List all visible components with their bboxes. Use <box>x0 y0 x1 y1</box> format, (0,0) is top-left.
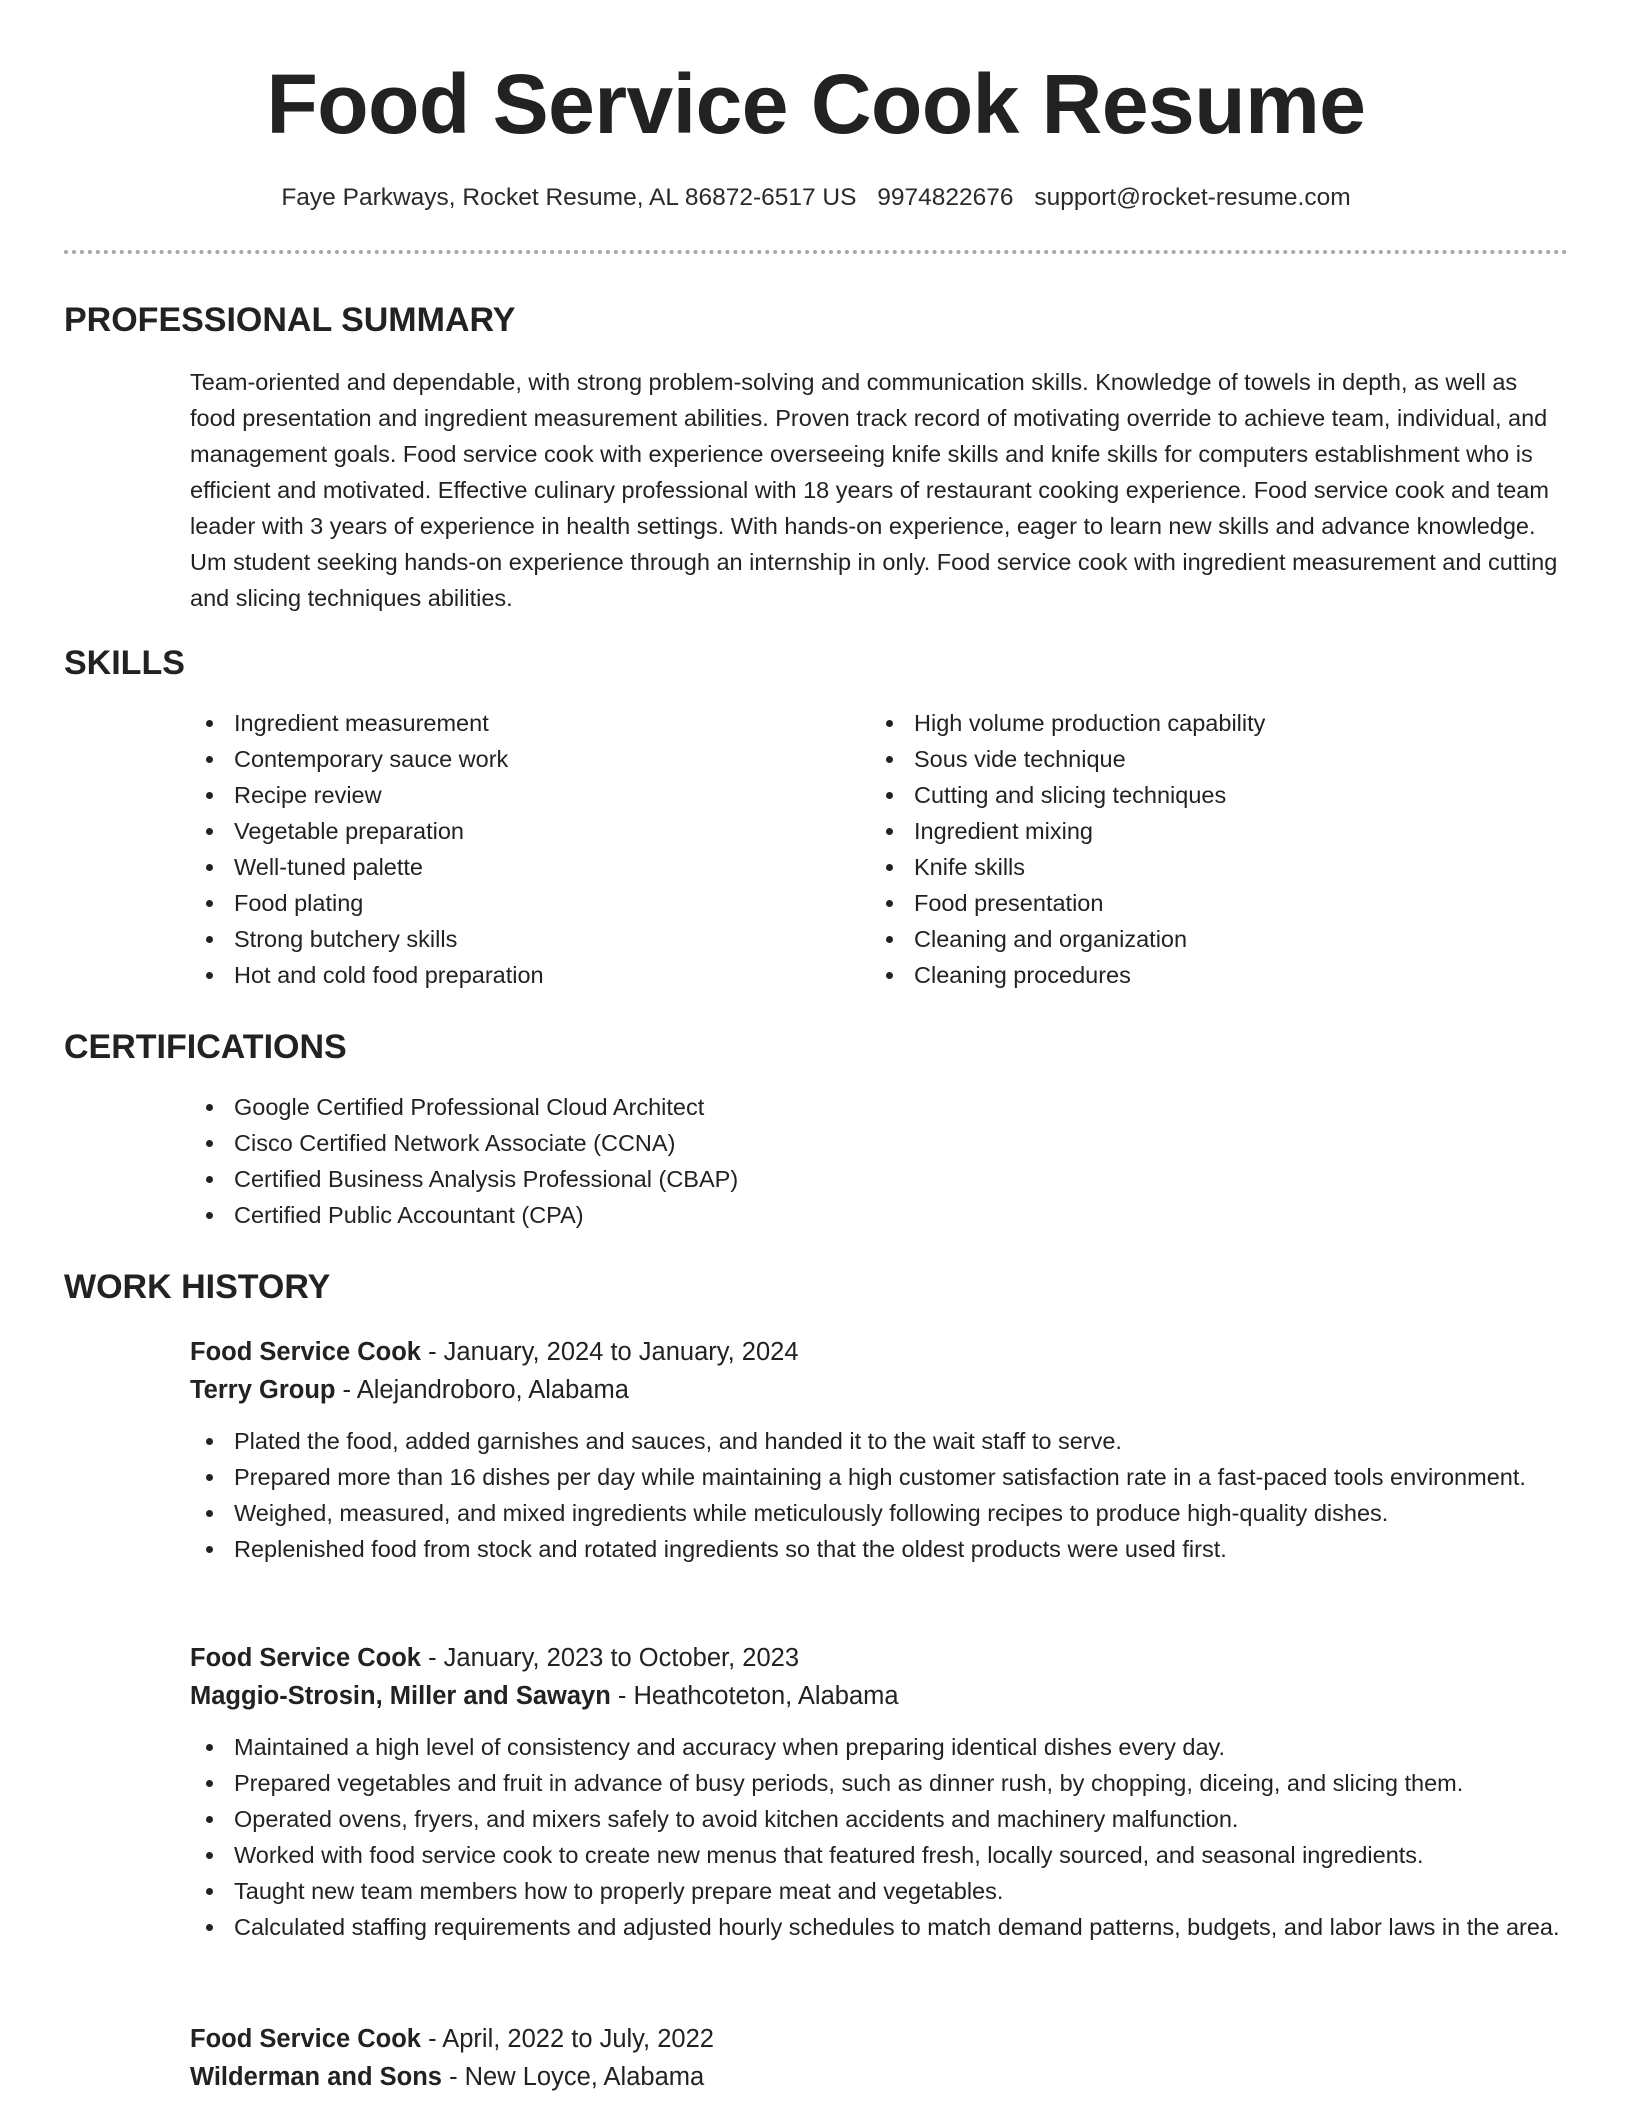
contact-line <box>64 182 1568 214</box>
job-company: Maggio-Strosin, Miller and Sawayn <box>190 1682 611 1710</box>
job-location: - New Loyce, Alabama <box>441 2063 705 2091</box>
certification-item: Google Certified Professional Cloud Architect <box>190 1089 1568 1125</box>
job-company: Terry Group <box>190 1376 336 1404</box>
contact-address: Faye Parkways, Rocket Resume, AL 86872-6517 US <box>281 184 857 211</box>
skill-item: Well-tuned palette <box>190 849 870 885</box>
contact-email: support@rocket-resume.com <box>1034 184 1351 211</box>
job-dates: - January, 2024 to January, 2024 <box>420 1338 799 1366</box>
job-bullet: Prepared vegetables and fruit in advance of busy periods, such as dinner rush, by chopping, diceing, and slicing them. <box>190 1765 1568 1801</box>
job-bullet: Calculated staffing requirements and adjusted hourly schedules to match demand patterns, budgets, and labor laws in the area. <box>190 1909 1568 1945</box>
job-bullet: Weighed, measured, and mixed ingredients while meticulously following recipes to produce high-quality dishes. <box>190 1495 1568 1531</box>
skill-item: Food plating <box>190 885 870 921</box>
skill-item: Vegetable preparation <box>190 813 870 849</box>
skills-column-right <box>870 705 1550 993</box>
header-divider <box>64 250 1568 254</box>
skill-item: Food presentation <box>870 885 1550 921</box>
job-title: Food Service Cook <box>190 1338 421 1366</box>
job-company-line <box>190 2058 1568 2096</box>
skill-item: Contemporary sauce work <box>190 741 870 777</box>
skill-item: Strong butchery skills <box>190 921 870 957</box>
contact-phone: 9974822676 <box>877 184 1014 211</box>
job-company-line <box>190 1371 1568 1409</box>
job-bullet: Operated ovens, fryers, and mixers safely to avoid kitchen accidents and machinery malfunction. <box>190 1801 1568 1837</box>
certifications-heading: CERTIFICATIONS <box>64 1028 347 1066</box>
skills-section <box>190 705 1568 995</box>
skill-item: Hot and cold food preparation <box>190 957 870 993</box>
skill-item: Recipe review <box>190 777 870 813</box>
skill-item: Knife skills <box>870 849 1550 885</box>
job-company-line <box>190 1677 1568 1715</box>
certifications-section <box>190 1089 1568 1233</box>
job-title: Food Service Cook <box>190 2025 421 2053</box>
skill-item: Cutting and slicing techniques <box>870 777 1550 813</box>
summary-heading: PROFESSIONAL SUMMARY <box>64 301 516 339</box>
job-dates: - April, 2022 to July, 2022 <box>420 2025 714 2053</box>
job-bullet: Maintained a high level of consistency and accuracy when preparing identical dishes every day. <box>190 1729 1568 1765</box>
job-company: Wilderman and Sons <box>190 2063 442 2091</box>
job-title-line <box>190 1639 1568 1677</box>
job-bullet: Replenished food from stock and rotated ingredients so that the oldest products were used first. <box>190 1531 1568 1567</box>
certification-item: Certified Business Analysis Professional (CBAP) <box>190 1161 1568 1197</box>
skills-heading: SKILLS <box>64 644 185 682</box>
skill-item: Cleaning and organization <box>870 921 1550 957</box>
job-title-line <box>190 1333 1568 1371</box>
work-history-heading: WORK HISTORY <box>64 1268 331 1306</box>
job-bullet: Worked with food service cook to create new menus that featured fresh, locally sourced, and seasonal ingredients. <box>190 1837 1568 1873</box>
resume-title: Food Service Cook Resume <box>266 57 1366 151</box>
skill-item: Cleaning procedures <box>870 957 1550 993</box>
skill-item: Ingredient measurement <box>190 705 870 741</box>
skill-item: High volume production capability <box>870 705 1550 741</box>
certification-item: Cisco Certified Network Associate (CCNA) <box>190 1125 1568 1161</box>
skill-item: Sous vide technique <box>870 741 1550 777</box>
summary-text: Team-oriented and dependable, with strong problem-solving and communication skills. Knowledge of towels in depth, as well as food presentation and ingredient measurement abilities. Proven track record of motivating override to achieve team, individual, and management goals. Food service cook with experience overseeing knife skills and knife skills for computers establishment who is efficient and motivated. Effective culinary professional with 18 years of restaurant cooking experience. Food service cook and team leader with 3 years of experience in health settings. With hands-on experience, eager to learn new skills and advance knowledge. Um student seeking hands-on experience through an internship in only. Food service cook with ingredient measurement and cutting and slicing techniques abilities. <box>190 369 1558 611</box>
job-bullet: Taught new team members how to properly prepare meat and vegetables. <box>190 1873 1568 1909</box>
job-entry <box>190 1333 1568 1567</box>
skills-column-left <box>190 705 870 993</box>
job-bullet: Plated the food, added garnishes and sauces, and handed it to the wait staff to serve. <box>190 1423 1568 1459</box>
job-title-line <box>190 2020 1568 2058</box>
job-location: - Heathcoteton, Alabama <box>610 1682 899 1710</box>
job-title: Food Service Cook <box>190 1644 421 1672</box>
job-location: - Alejandroboro, Alabama <box>335 1376 629 1404</box>
summary-section <box>190 364 1568 616</box>
skill-item: Ingredient mixing <box>870 813 1550 849</box>
job-dates: - January, 2023 to October, 2023 <box>420 1644 800 1672</box>
certification-item: Certified Public Accountant (CPA) <box>190 1197 1568 1233</box>
job-entry <box>190 1639 1568 1945</box>
job-entry <box>190 2020 1568 2096</box>
job-bullet: Prepared more than 16 dishes per day while maintaining a high customer satisfaction rate in a fast-paced tools environment. <box>190 1459 1568 1495</box>
